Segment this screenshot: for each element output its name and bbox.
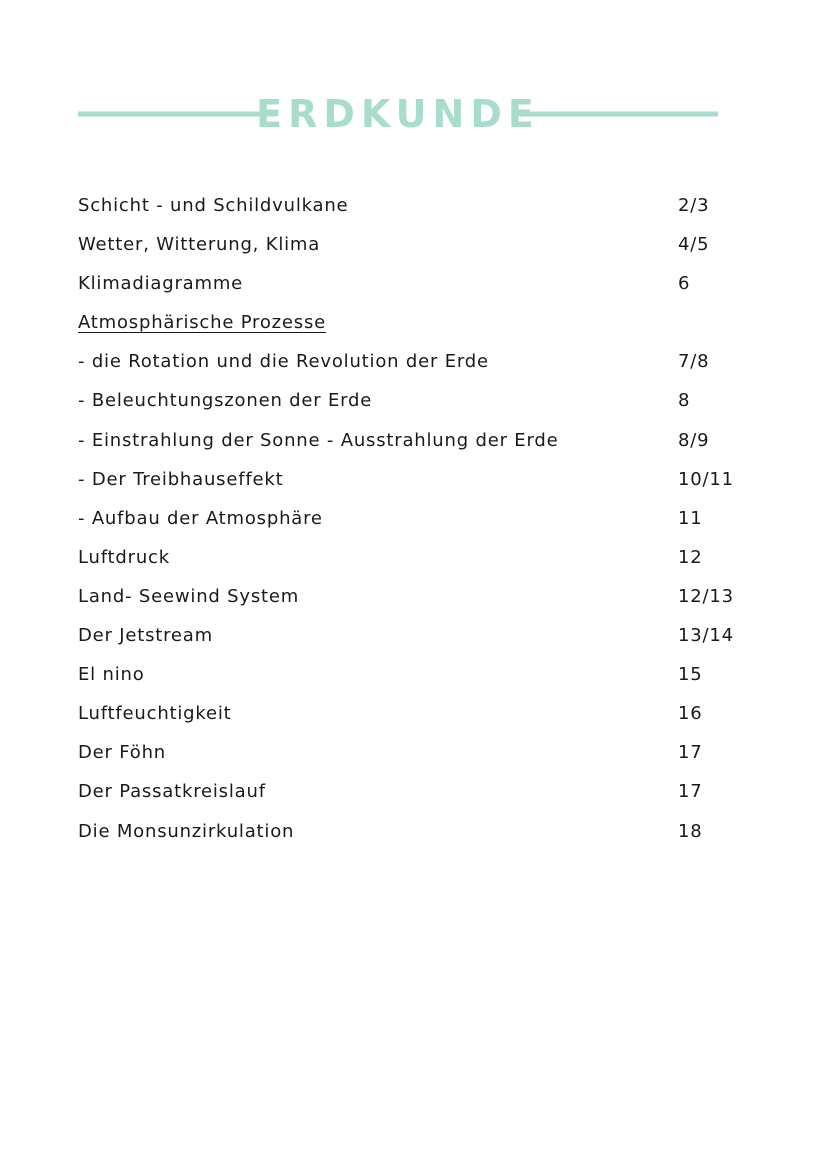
toc-entry-title: Atmosphärische Prozesse bbox=[78, 312, 327, 334]
toc-entry-title: Der Föhn bbox=[78, 742, 166, 764]
toc-entry-page: 12 bbox=[678, 546, 703, 568]
toc-entry-page: 17 bbox=[678, 742, 703, 764]
toc-row bbox=[78, 342, 758, 381]
toc-row bbox=[78, 225, 758, 264]
toc-entry-title: Der Passatkreislauf bbox=[78, 781, 266, 803]
toc-entry-page: 2/3 bbox=[678, 195, 710, 216]
toc-row bbox=[78, 655, 758, 694]
toc-entry-title: Die Monsunzirkulation bbox=[78, 820, 295, 842]
toc-entry-title: Der Jetstream bbox=[78, 625, 213, 647]
toc-entry-title: Luftfeuchtigkeit bbox=[78, 703, 232, 725]
toc-entry-title: - Beleuchtungszonen der Erde bbox=[78, 390, 373, 412]
toc-row bbox=[78, 499, 758, 538]
table-of-contents bbox=[78, 186, 758, 851]
toc-entry-title: Wetter, Witterung, Klima bbox=[78, 234, 321, 256]
toc-entry-page: 17 bbox=[678, 781, 703, 803]
toc-entry-page: 16 bbox=[678, 703, 703, 725]
toc-entry-title: Luftdruck bbox=[78, 546, 170, 568]
toc-row bbox=[78, 264, 758, 303]
toc-entry-page: 4/5 bbox=[678, 234, 710, 256]
toc-entry-title: Land- Seewind System bbox=[78, 585, 300, 607]
toc-row bbox=[78, 772, 758, 811]
toc-entry-page: 6 bbox=[678, 273, 691, 295]
toc-entry-page: 10/11 bbox=[678, 468, 734, 490]
toc-entry-title: Klimadiagramme bbox=[78, 273, 244, 295]
toc-row bbox=[78, 460, 758, 499]
page-title: ERDKUNDE bbox=[256, 92, 540, 136]
toc-entry-page: 13/14 bbox=[678, 625, 734, 647]
toc-entry-page: 12/13 bbox=[678, 585, 734, 607]
toc-entry-title: El nino bbox=[78, 664, 145, 686]
toc-row bbox=[78, 577, 758, 616]
toc-row bbox=[78, 538, 758, 577]
toc-entry-page: 8/9 bbox=[678, 429, 710, 451]
toc-entry-title: - Der Treibhauseffekt bbox=[78, 468, 284, 490]
toc-entry-page: 8 bbox=[678, 390, 691, 412]
toc-entry-page: 7/8 bbox=[678, 351, 710, 373]
toc-entry-page: 11 bbox=[678, 507, 703, 529]
toc-entry-page: 18 bbox=[678, 820, 703, 842]
toc-row bbox=[78, 421, 758, 460]
toc-row bbox=[78, 616, 758, 655]
toc-row bbox=[78, 303, 758, 342]
toc-entry-title: - die Rotation und die Revolution der Erde bbox=[78, 351, 489, 373]
title-banner bbox=[78, 92, 718, 136]
toc-entry-page: 15 bbox=[678, 664, 703, 686]
toc-entry-title: - Einstrahlung der Sonne - Ausstrahlung der Erde bbox=[78, 429, 559, 451]
toc-row bbox=[78, 381, 758, 420]
toc-entry-title: - Aufbau der Atmosphäre bbox=[78, 507, 323, 529]
toc-row bbox=[78, 812, 758, 851]
toc-row bbox=[78, 733, 758, 772]
toc-row bbox=[78, 186, 758, 225]
toc-row bbox=[78, 694, 758, 733]
toc-entry-title: Schicht - und Schildvulkane bbox=[78, 195, 349, 216]
